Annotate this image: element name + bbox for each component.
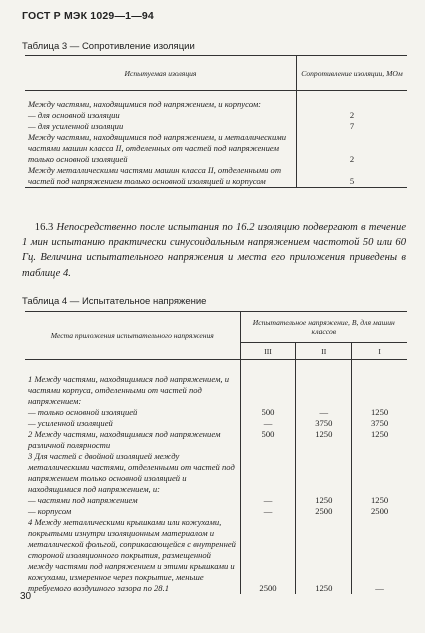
table-cell: 1250 (371, 429, 389, 439)
table-cell: 3 Для частей с двойной изоляцией между металлическими частями, отделенными от частей под напряжением только основной изоляцией и находящимися под напряжением, и: (25, 451, 240, 495)
test-voltage-table (25, 311, 407, 594)
table-cell: 2500 (371, 506, 389, 516)
table-cell: Между частями, находящимися под напряжением, и корпусом: (25, 91, 297, 111)
table-cell: 5 (297, 165, 408, 188)
table-cell: 1250 (371, 495, 389, 505)
table-cell: 500 (240, 429, 296, 451)
table-cell: Между металлическими частями машин класса II, отделенными от частей под напряжением только основной изоляцией и корпусом (25, 165, 297, 188)
table-cell (296, 451, 352, 495)
table-cell: 1250 (296, 517, 352, 594)
table-cell (296, 360, 352, 408)
table-cell: — корпусом (25, 506, 240, 517)
table-cell: 2 (349, 110, 355, 120)
table-cell: — (240, 506, 296, 517)
class-iii-header: III (240, 343, 296, 360)
table-cell: — только основной изоляцией (25, 407, 240, 418)
table-cell: — частями под напряжением (25, 495, 240, 506)
table-cell (352, 360, 407, 408)
table-cell (240, 360, 296, 408)
page-number: 30 (20, 591, 32, 602)
table-cell: — усиленной изоляцией (25, 418, 240, 429)
table-cell: 2 Между частями, находящимися под напряжением различной полярности (25, 429, 240, 451)
table4-col1-header: Места приложения испытательного напряжения (25, 312, 240, 360)
table-cell: — для основной изоляции (25, 110, 297, 121)
table-cell: 500 (240, 407, 296, 418)
section-16-3-paragraph (22, 220, 406, 281)
table-cell: 1250 (296, 429, 352, 451)
table-cell: 7 (349, 121, 355, 131)
table-cell: 1 Между частями, находящимися под напряжением, и частями корпуса, отделенными от частей под напряжением: (25, 360, 240, 408)
table4-col2-header: Испытательное напряжение, В, для машин классов (240, 312, 407, 343)
table-cell: — для усиленной изоляции (25, 121, 297, 132)
insulation-resistance-table (25, 55, 407, 188)
table-cell: Между частями, находящимися под напряжением, и металлическими частями машин класса II, отделенных от частей под напряжением только основной изоляцией (25, 132, 297, 165)
paragraph-text: Непосредственно после испытания по 16.2 изоляцию подвергают в течение 1 мин испытанию практически синусоидальным напряжением частотой 50 или 60 Гц. Величина испытательного напряжения и места его приложения приведены в таблице 4. (22, 222, 407, 279)
table-cell: — (240, 418, 296, 429)
table-cell: 3750 (296, 418, 352, 429)
table4-caption: Таблица 4 — Испытательное напряжение (22, 296, 207, 307)
table-cell: 2500 (296, 506, 352, 517)
table-cell (240, 451, 296, 495)
table-cell (352, 451, 407, 495)
table-cell: 1250 (296, 495, 352, 506)
paragraph-number: 16.3 (34, 222, 54, 233)
table-cell: 1250 (371, 407, 389, 417)
table-cell: 3750 (371, 418, 389, 428)
table3-caption: Таблица 3 — Сопротивление изоляции (22, 41, 195, 52)
table-cell: 2 (349, 154, 355, 164)
table-cell: 4 Между металлическими крышками или кожухами, покрытыми изнутри изоляционным материалом и металлической фольгой, соприкасающейся с внутренней стороной изоляционного покрытия, размещенной между частями под напряжением и этими крышками и кожухами, измеренное через покрытие, меньше требуемого воздушного зазора по 28.1 (25, 517, 240, 594)
table-cell: — (296, 407, 352, 418)
class-i-header: I (352, 343, 407, 360)
table-cell: 2500 (240, 517, 296, 594)
table-cell: — (240, 495, 296, 506)
table3-col1-header: Испытуемая изоляция (25, 56, 297, 91)
table3-col2-header: Сопротивление изоляции, МОм (297, 56, 408, 91)
document-header: ГОСТ Р МЭК 1029—1—94 (22, 10, 154, 22)
table-cell (297, 91, 408, 111)
table-cell: — (375, 583, 384, 593)
class-ii-header: II (296, 343, 352, 360)
